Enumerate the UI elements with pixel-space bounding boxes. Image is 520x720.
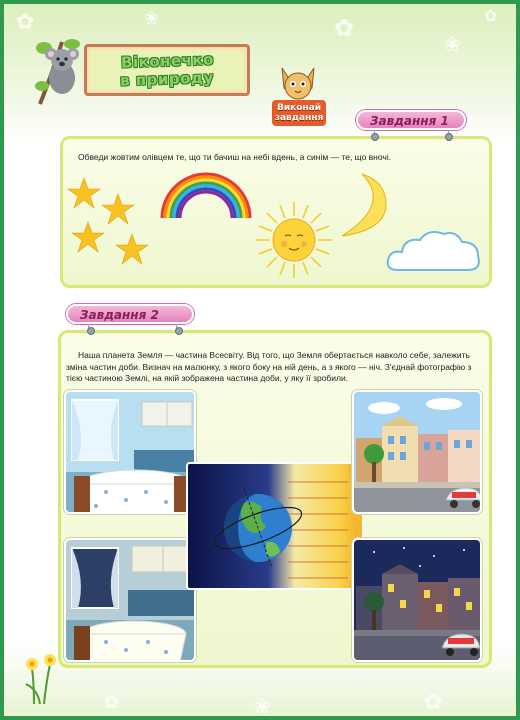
kitchen-day-photo[interactable] — [64, 390, 196, 514]
star-icon — [68, 178, 100, 208]
koala-icon — [32, 34, 90, 108]
cloud-icon — [384, 226, 484, 276]
earth-sun-diagram — [186, 462, 364, 590]
flower-decoration-icon: ✿ — [484, 6, 498, 25]
daffodil-icon — [20, 644, 64, 704]
star-icon — [102, 194, 134, 224]
section-title-line1: Віконечко — [120, 50, 214, 72]
section-title-banner — [84, 44, 250, 96]
task1-tab: Завдання 1 — [356, 110, 466, 130]
pin-icon — [445, 133, 453, 141]
do-task-badge-line2: завдання — [274, 113, 324, 123]
task2-instruction: Наша планета Земля — частина Всесвіту. Від того, що Земля обертається навколо себе, залежить зміна частин доби. Визнач на малюнку, з якого боку на ній день, а з якого — ніч. З'єднай фотографію з тією частиною Землі, на якій зображена частина доби, у яку її зробили. — [66, 350, 472, 383]
pin-icon — [371, 133, 379, 141]
task1-instruction: Обведи жовтим олівцем те, що ти бачиш на небі вдень, а синім — те, що вночі. — [78, 152, 392, 162]
do-task-badge — [272, 100, 326, 126]
star-icon — [116, 234, 148, 264]
flower-decoration-icon: ✿ — [424, 690, 443, 715]
pin-icon — [87, 327, 95, 335]
star-icon — [72, 222, 104, 252]
flower-decoration-icon: ✿ — [104, 692, 120, 713]
flower-decoration-icon: ✿ — [16, 10, 35, 35]
flower-decoration-icon: ✿ — [334, 14, 355, 42]
flower-decoration-icon: ❀ — [254, 694, 271, 718]
do-task-badge-line1: Виконай — [276, 103, 322, 113]
flower-decoration-icon: ❀ — [444, 32, 461, 56]
street-night-photo[interactable] — [352, 538, 482, 662]
stars-group — [66, 176, 156, 276]
section-title-line2: в природу — [119, 68, 215, 90]
flower-decoration-icon: ❀ — [144, 8, 160, 29]
rainbow-icon — [158, 170, 254, 220]
pin-icon — [175, 327, 183, 335]
street-day-photo[interactable] — [352, 390, 482, 514]
kitchen-night-photo[interactable] — [64, 538, 196, 662]
cat-mascot-icon — [274, 62, 322, 104]
sun-icon — [254, 200, 334, 280]
task2-tab: Завдання 2 — [66, 304, 194, 324]
